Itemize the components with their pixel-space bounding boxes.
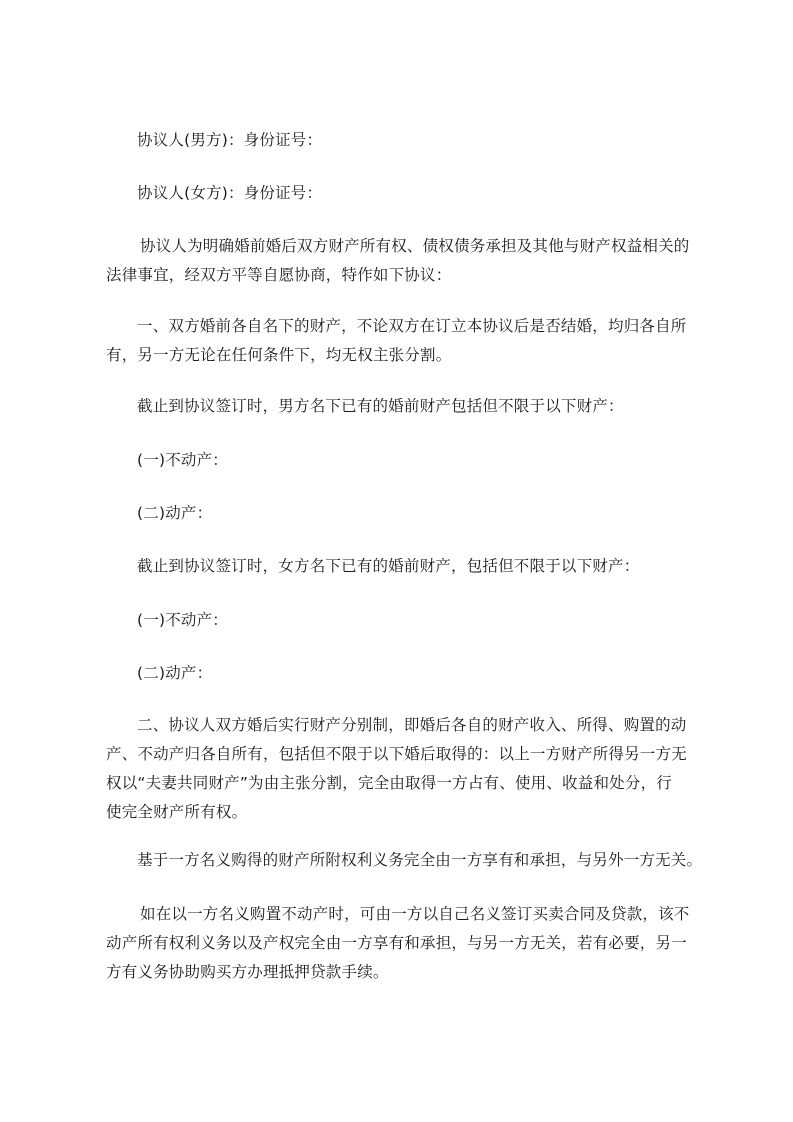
clause-2-paragraph (106, 711, 706, 827)
intro-line-2: 法律事宜，经双方平等自愿协商，特作如下协议： (106, 266, 452, 284)
real-estate-purchase-paragraph (106, 900, 706, 987)
clause-1-line-1: 一、双方婚前各自名下的财产，不论双方在订立本协议后是否结婚，均归各自所 (137, 317, 687, 335)
female-movables (106, 659, 737, 688)
clause-2-line-4: 使完全财产所有权。 (106, 803, 248, 821)
party-male-line (106, 126, 737, 155)
male-real-estate (106, 446, 737, 475)
intro-paragraph (106, 232, 706, 290)
male-assets-intro (106, 392, 737, 421)
clause-2-line-1: 二、协议人双方婚后实行财产分别制，即婚后各自的财产收入、所得、购置的动 (137, 716, 687, 734)
male-assets-intro-text: 截止到协议签订时，男方名下已有的婚前财产包括但不限于以下财产： (137, 397, 624, 415)
party-male-text: 协议人(男方)：身份证号： (137, 131, 323, 149)
clause-2-line-2: 产、不动产归各自所有，包括但不限于以下婚后取得的：以上一方财产所得另一方无 (106, 745, 687, 763)
clause-1-line-2: 有，另一方无论在任何条件下，均无权主张分割。 (106, 346, 452, 364)
intro-line-1: 协议人为明确婚前婚后双方财产所有权、债权债务承担及其他与财产权益相关的 (140, 237, 690, 255)
female-real-estate (106, 606, 737, 635)
real-estate-purchase-line-2: 动产所有权利义务以及产权完全由一方享有和承担，与另一方无关，若有必要，另一 (106, 934, 687, 952)
single-name-purchase (106, 846, 737, 875)
female-movables-text: (二)动产： (137, 664, 213, 682)
clause-1-paragraph (106, 312, 706, 370)
male-movables (106, 499, 737, 528)
party-female-text: 协议人(女方)：身份证号： (137, 184, 323, 202)
female-assets-intro (106, 552, 737, 581)
party-female-line (106, 179, 737, 208)
clause-2-line-3: 权以“夫妻共同财产”为由主张分割，完全由取得一方占有、使用、收益和处分，行 (106, 774, 672, 792)
real-estate-purchase-line-1: 如在以一方名义购置不动产时，可由一方以自己名义签订买卖合同及贷款，该不 (140, 905, 690, 923)
single-name-purchase-text: 基于一方名义购得的财产所附权利义务完全由一方享有和承担，与另外一方无关。 (137, 851, 703, 869)
male-movables-text: (二)动产： (137, 504, 213, 522)
male-real-estate-text: (一)不动产： (137, 451, 228, 469)
female-real-estate-text: (一)不动产： (137, 611, 228, 629)
real-estate-purchase-line-3: 方有义务协助购买方办理抵押贷款手续。 (106, 963, 389, 981)
female-assets-intro-text: 截止到协议签订时，女方名下已有的婚前财产，包括但不限于以下财产： (137, 557, 640, 575)
